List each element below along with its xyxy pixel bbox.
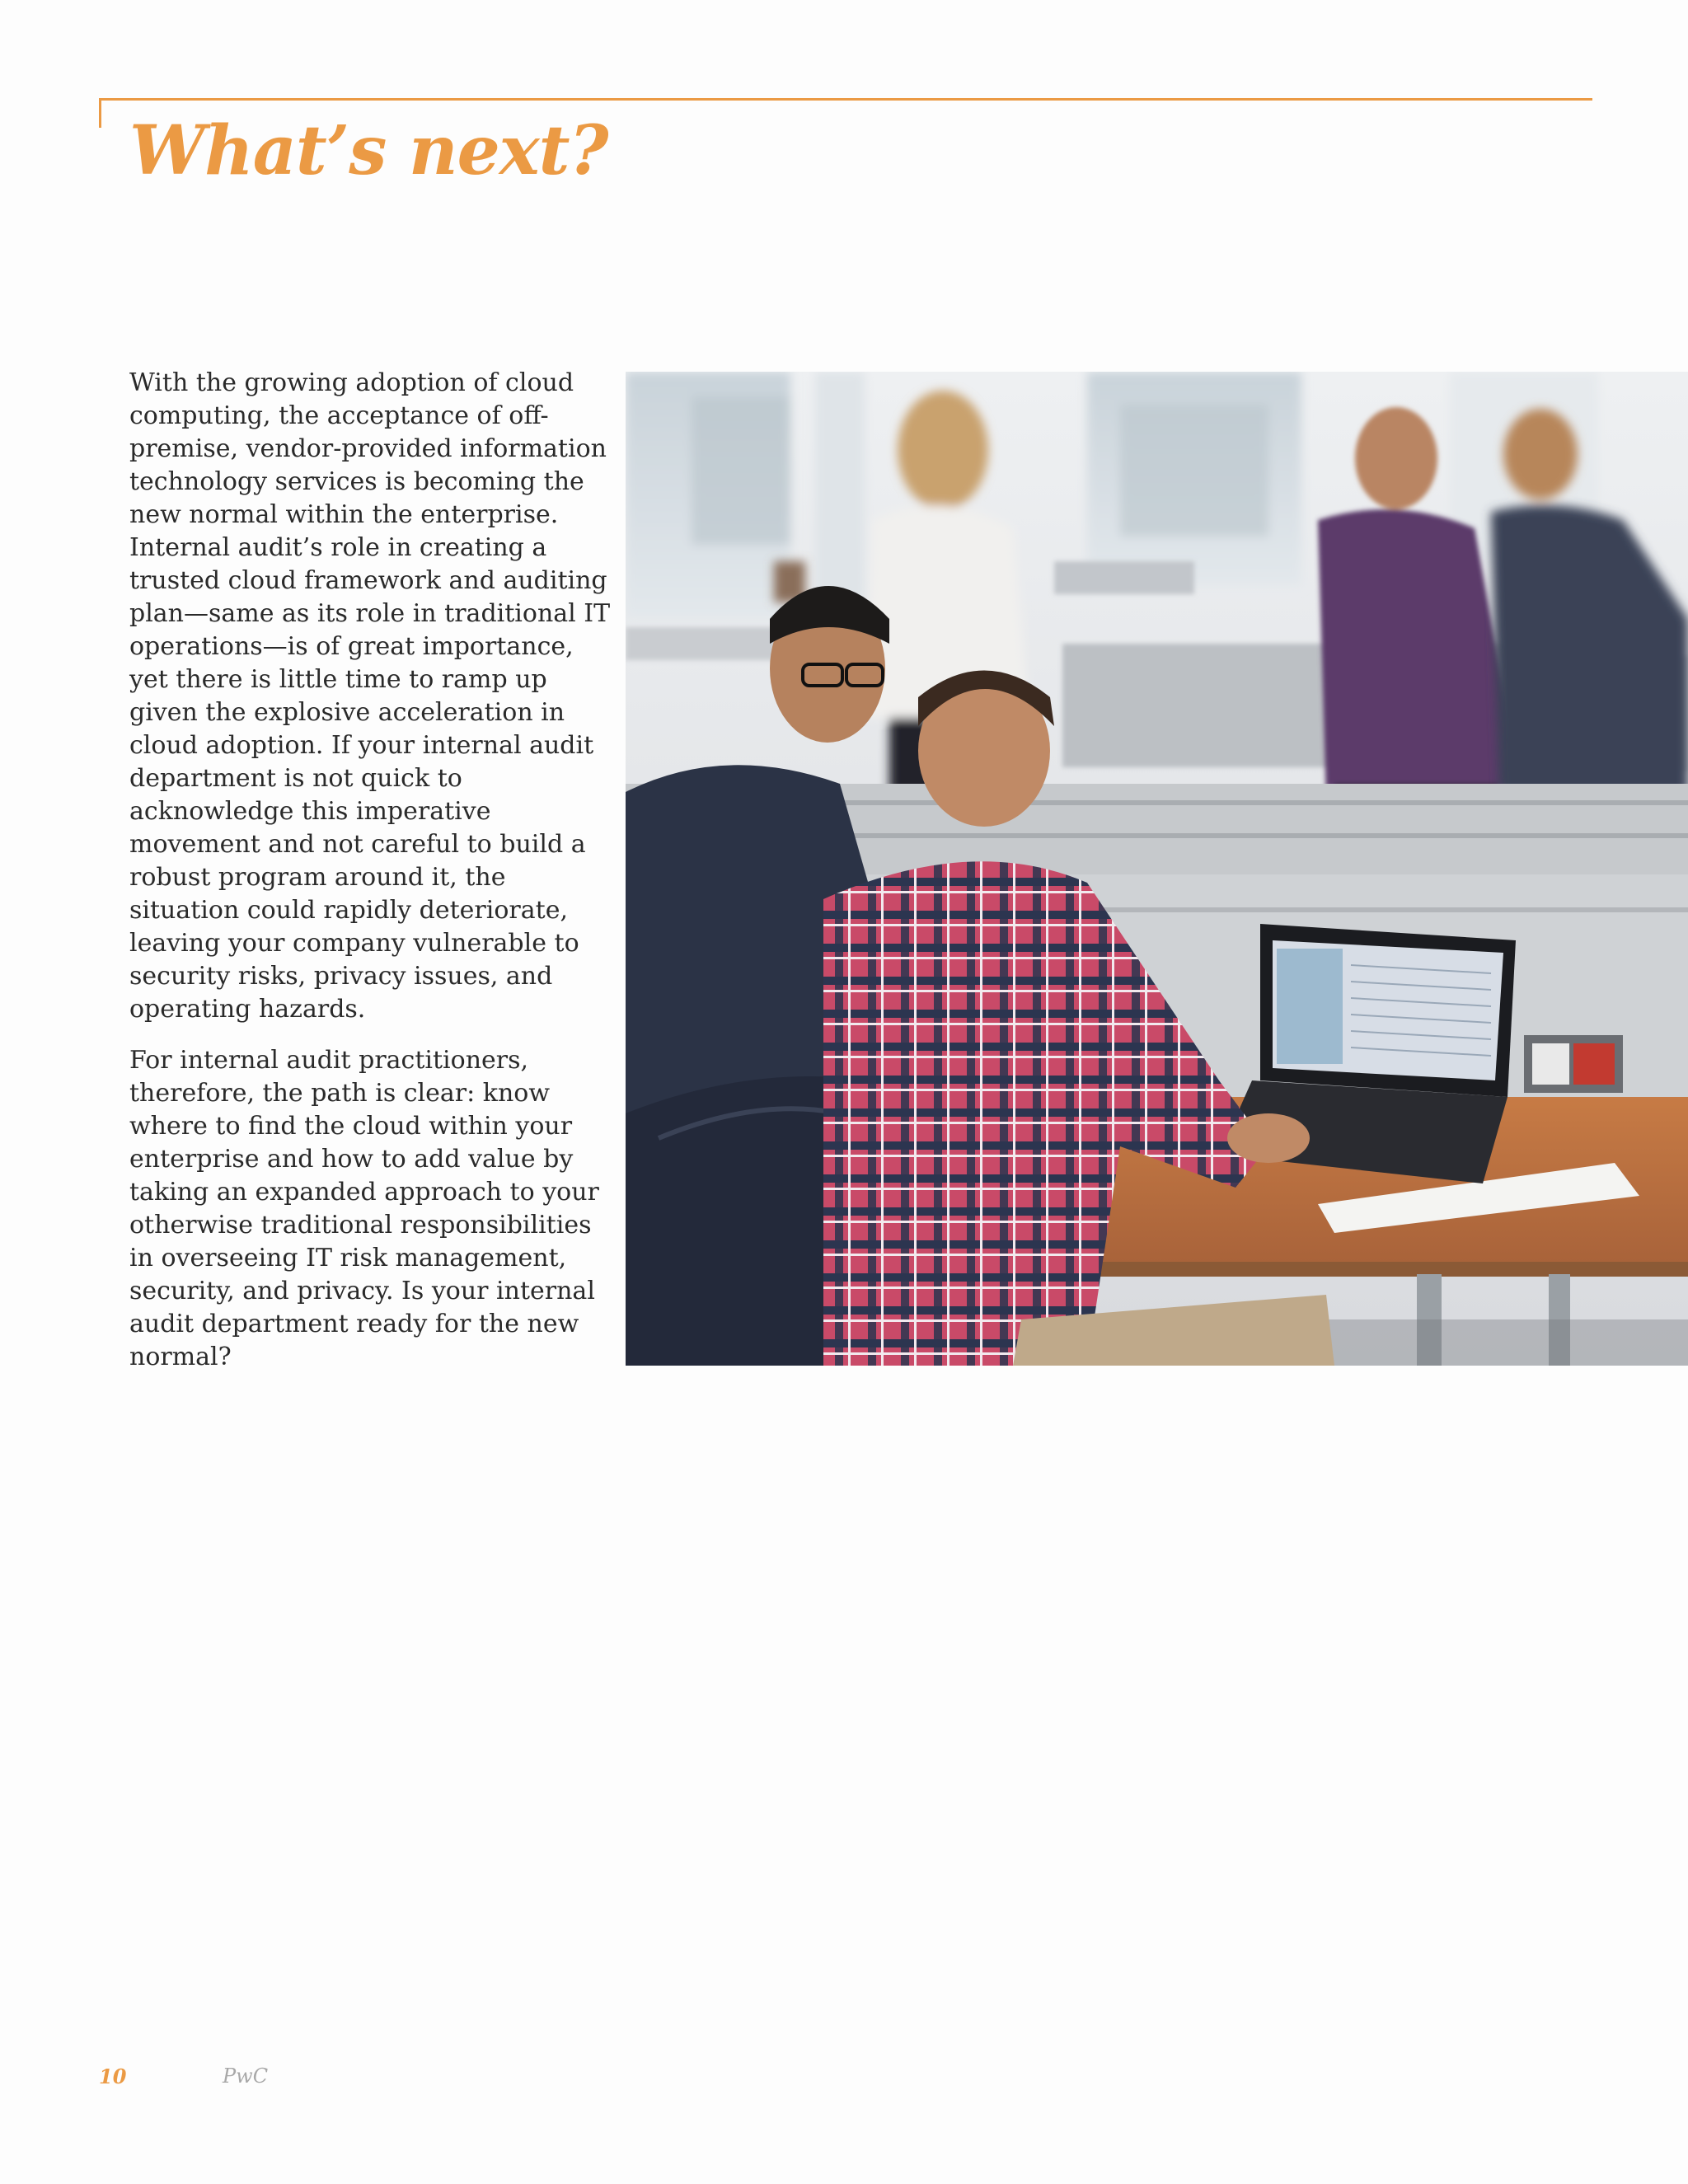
body-text — [129, 367, 616, 1392]
office-photo — [626, 372, 1688, 1366]
body-paragraph-2: For internal audit practitioners, therefore, the path is clear: know where to find the cloud within your enterprise and how to add value by taking an expanded approach to your otherwise traditional responsibilities in overseeing IT risk management, security, and privacy. Is your internal audit department ready for the new normal? — [129, 1046, 599, 1371]
body-paragraph-1: With the growing adoption of cloud computing, the acceptance of off-premise, vendor-provided information technology services is becoming the new normal within the enterprise. Internal audit’s role in creating a trusted cloud framework and auditing plan—same as its role in traditional IT operations—is of great importance, yet there is little time to ramp up given the explosive acceleration in cloud adoption. If your internal audit department is not quick to acknowledge this imperative movement and not careful to build a robust program around it, the situation could rapidly deteriorate, leaving your company vulnerable to security risks, privacy issues, and operating hazards. — [129, 368, 611, 1024]
footer-brand: PwC — [223, 2064, 269, 2088]
header-rule-tick — [99, 98, 101, 128]
page-number: 10 — [99, 2064, 127, 2088]
page-title: What’s next? — [129, 111, 608, 190]
header-rule — [99, 98, 1592, 101]
